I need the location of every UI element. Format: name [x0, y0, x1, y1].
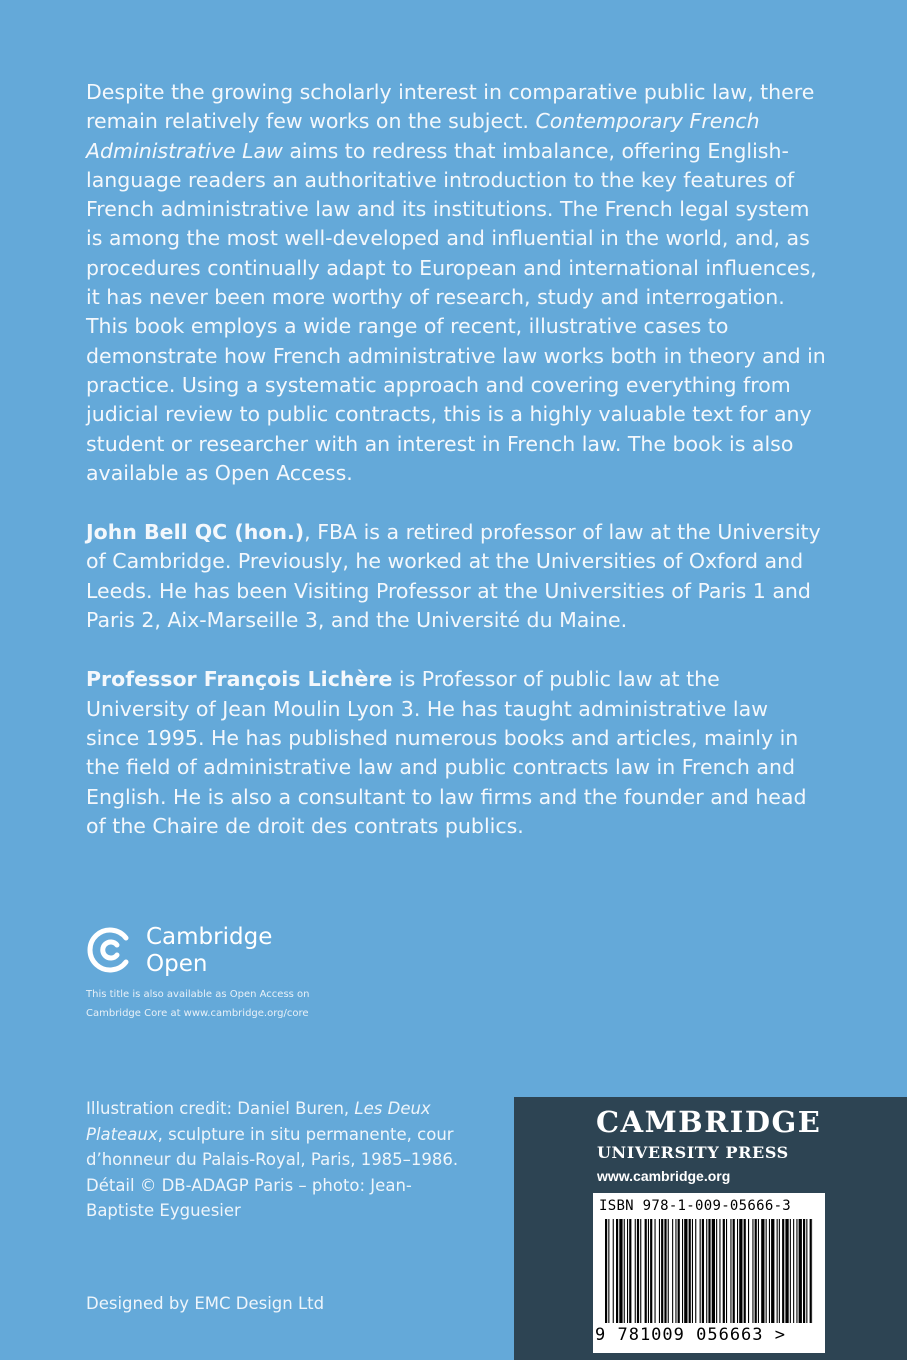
author2-name: Professor François Lichère: [86, 667, 393, 692]
barcode-bar: [793, 1219, 794, 1323]
barcode-bar: [613, 1219, 614, 1323]
barcode-bar: [619, 1219, 622, 1323]
barcode-bar: [678, 1219, 680, 1323]
barcode-bar: [766, 1219, 767, 1323]
barcode-bar: [739, 1219, 742, 1323]
description-text-cont: aims to redress that imbalance, offering English-language readers an authoritative introduction to the key features of French administrative law and its institutions. The French legal system is among the most well-developed and influential in the world, and, as procedures continually adapt to European and international influences, it has never been more worthy of research, study and interrogation. This book employs a wide range of recent, illustrative cases to demonstrate how French administrative law works both in theory and in practice. Using a systematic approach and covering everything from judicial review to public contracts, this is a highly valuable text for any student or researcher with an interest in French law. The book is also available as Open Access.: [86, 138, 826, 485]
barcode-bar: [712, 1219, 715, 1323]
barcode-bar: [616, 1219, 618, 1323]
barcode-bar: [752, 1219, 753, 1323]
barcode-bar: [650, 1219, 652, 1323]
barcode-bar: [748, 1219, 749, 1323]
barcode-bar: [640, 1219, 641, 1323]
open-logo-text: [146, 924, 272, 978]
author2-paragraph: [86, 665, 826, 841]
open-access-note: [86, 985, 386, 1023]
barcode-bar: [700, 1219, 701, 1323]
open-logo-line2: Open: [146, 951, 208, 977]
publisher-subtitle: UNIVERSITY PRESS: [597, 1143, 789, 1162]
barcode-bar: [777, 1219, 778, 1323]
barcode-bar: [605, 1219, 607, 1323]
barcode-bar: [664, 1219, 666, 1323]
barcode-bar: [799, 1219, 802, 1323]
barcode-bar: [758, 1219, 759, 1323]
barcode-bar: [655, 1219, 656, 1323]
cambridge-open-icon: [86, 926, 134, 974]
author2-bio: is Professor of public law at the University of Jean Moulin Lyon 3. He has taught administrative law since 1995. He has published numerous books and articles, mainly in the field of administrative law and public contracts law in French and English. He is also a consultant to law firms and the founder and head of the Chaire de droit des contrats publics.: [86, 667, 807, 838]
barcode-bar: [682, 1219, 683, 1323]
barcode-bar: [730, 1219, 731, 1323]
barcode-bars: [605, 1219, 813, 1331]
barcode-digits: 9 781009 056663 >: [595, 1325, 786, 1345]
credit-work-title: Les Deux Plateaux: [86, 1099, 431, 1144]
barcode-bar: [723, 1219, 725, 1323]
open-access-note-line2: Cambridge Core at www.cambridge.org/core: [86, 1008, 309, 1019]
barcode-bar: [785, 1219, 788, 1323]
barcode-bar: [726, 1219, 727, 1323]
barcode-bar: [769, 1219, 770, 1323]
publisher-name: CAMBRIDGE: [596, 1105, 822, 1139]
publisher-url: www.cambridge.org: [597, 1168, 731, 1184]
barcode-bar: [810, 1219, 812, 1323]
barcode-bar: [716, 1219, 717, 1323]
barcode-bar: [706, 1219, 707, 1323]
barcode-bar: [629, 1219, 631, 1323]
author1-name: John Bell QC (hon.): [86, 520, 305, 545]
back-cover-blurb: [86, 78, 826, 871]
barcode-bar: [755, 1219, 757, 1323]
book-title: Contemporary French Administrative Law: [86, 109, 760, 163]
barcode-bar: [790, 1219, 791, 1323]
barcode-bar: [608, 1219, 609, 1323]
barcode-bar: [689, 1219, 691, 1323]
barcode-bar: [803, 1219, 805, 1323]
description-text: Despite the growing scholarly interest in comparative public law, there remain relatively few works on the subject.: [86, 80, 815, 134]
author1-bio: , FBA is a retired professor of law at the University of Cambridge. Previously, he worked at the Universities of Oxford and Leeds. He has been Visiting Professor at the Universities of Paris 1 and Paris 2, Aix-Marseille 3, and the Université du Maine.: [86, 520, 821, 633]
barcode-bar: [637, 1219, 639, 1323]
barcode-bar: [782, 1219, 784, 1323]
open-logo-line1: Cambridge: [146, 924, 273, 950]
barcode-bar: [771, 1219, 774, 1323]
isbn-label: ISBN 978-1-009-05666-3: [599, 1198, 792, 1214]
barcode-bar: [779, 1219, 780, 1323]
barcode-bar: [796, 1219, 797, 1323]
credit-prefix: Illustration credit: Daniel Buren,: [86, 1099, 355, 1118]
barcode-bar: [624, 1219, 625, 1323]
barcode-bar: [708, 1219, 710, 1323]
barcode-bar: [675, 1219, 676, 1323]
barcode-bar: [684, 1219, 687, 1323]
barcode-bar: [668, 1219, 669, 1323]
barcode-bar: [635, 1219, 636, 1323]
designer-credit: Designed by EMC Design Ltd: [86, 1294, 325, 1313]
barcode-bar: [719, 1219, 720, 1323]
barcode-bar: [737, 1219, 738, 1323]
barcode-bar: [645, 1219, 647, 1323]
illustration-credit: [86, 1096, 466, 1224]
barcode-bar: [661, 1219, 663, 1323]
author1-paragraph: [86, 518, 826, 635]
barcode-bar: [695, 1219, 696, 1323]
barcode-bar: [761, 1219, 764, 1323]
credit-details: , sculpture in situ permanente, cour d’honneur du Palais-Royal, Paris, 1985–1986. Détail © DB-ADAGP Paris – photo: Jean-Baptiste Eyguesier: [86, 1124, 459, 1220]
barcode-bar: [806, 1219, 807, 1323]
barcode-bar: [648, 1219, 649, 1323]
description-paragraph: [86, 78, 826, 488]
barcode-bar: [702, 1219, 704, 1323]
isbn-barcode: [593, 1193, 825, 1353]
barcode-bar: [744, 1219, 746, 1323]
barcode-bar: [692, 1219, 693, 1323]
barcode-bar: [672, 1219, 673, 1323]
publisher-panel: [514, 1097, 907, 1360]
cambridge-open-logo: [86, 922, 326, 978]
barcode-bar: [627, 1219, 628, 1323]
barcode-bar: [733, 1219, 735, 1323]
open-access-note-line1: This title is also available as Open Access on: [86, 989, 310, 1000]
barcode-bar: [659, 1219, 660, 1323]
